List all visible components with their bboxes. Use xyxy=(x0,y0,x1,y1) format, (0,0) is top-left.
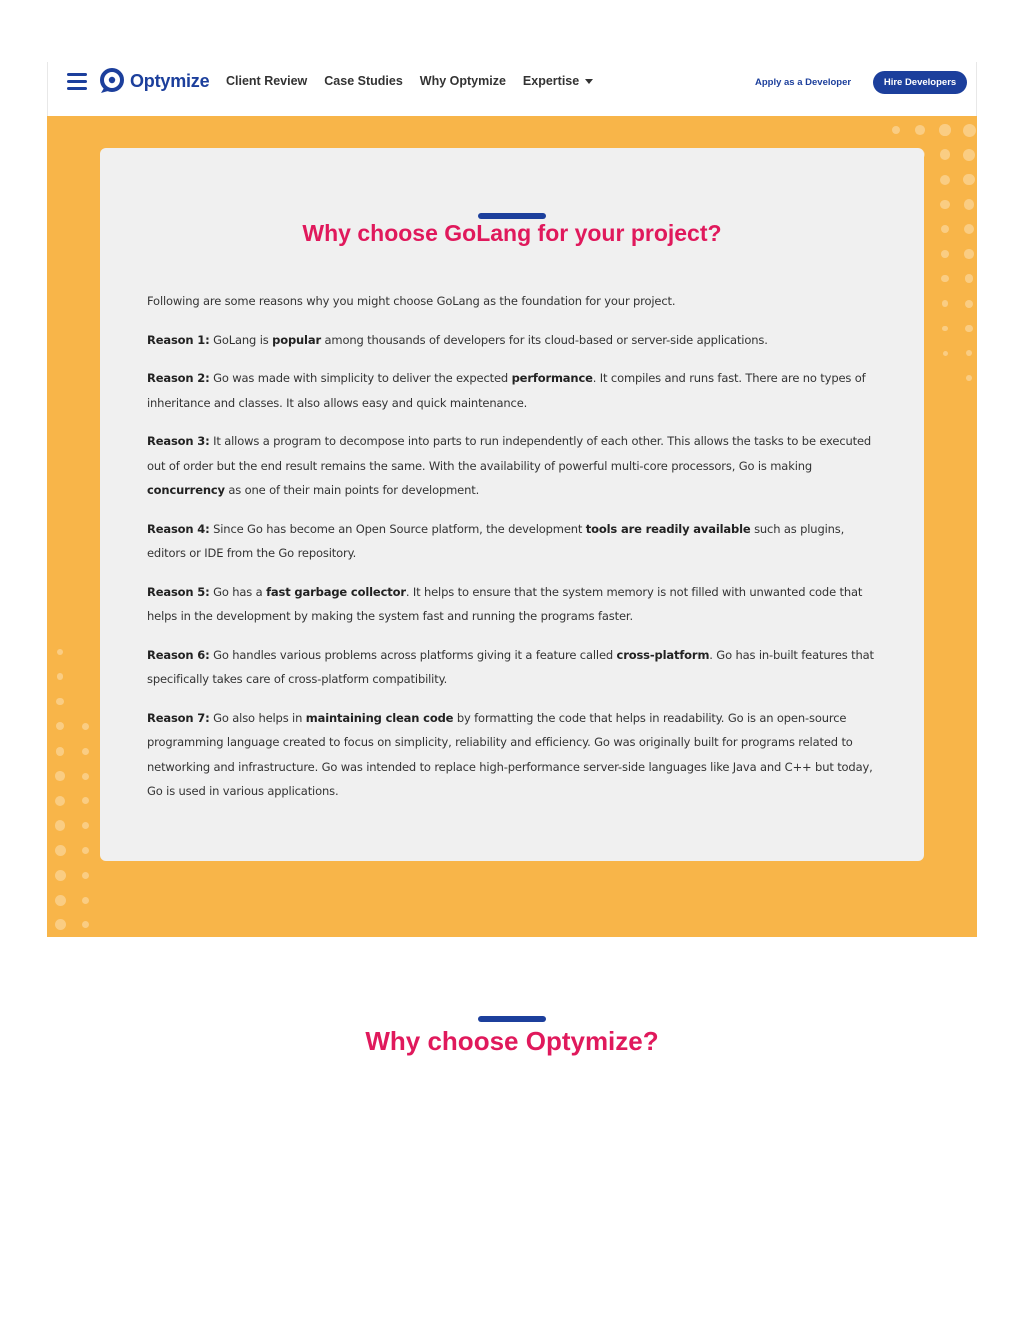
decorative-dot xyxy=(942,300,948,306)
decorative-dot xyxy=(939,124,950,135)
decorative-dot xyxy=(963,149,975,161)
decorative-dot xyxy=(55,845,66,856)
decorative-dot xyxy=(966,350,973,357)
decorative-dot xyxy=(82,723,89,730)
title-accent-bar xyxy=(478,213,546,219)
reason-highlight: maintaining clean code xyxy=(305,710,454,725)
logo[interactable] xyxy=(99,68,209,94)
decorative-dot xyxy=(964,249,973,258)
main-nav xyxy=(226,74,610,88)
decorative-dot xyxy=(940,200,949,209)
reason-item xyxy=(147,328,882,353)
reason-label: Reason 5: xyxy=(147,584,210,599)
decorative-dot xyxy=(940,175,950,185)
decorative-dot xyxy=(942,326,948,332)
reason-highlight: cross-platform xyxy=(616,647,710,662)
decorative-dot xyxy=(941,275,948,282)
decorative-dot xyxy=(82,872,89,879)
decorative-dot xyxy=(55,771,65,781)
nav-why-optymize[interactable]: Why Optymize xyxy=(419,74,506,88)
reason-label: Reason 7: xyxy=(147,710,210,725)
decorative-dot xyxy=(55,870,66,881)
decorative-dot xyxy=(82,847,89,854)
reason-item xyxy=(147,706,882,804)
reason-text: as one of their main points for development. xyxy=(224,483,480,497)
decorative-dot xyxy=(965,300,973,308)
decorative-dot xyxy=(941,225,950,234)
title-accent-bar-2 xyxy=(478,1016,546,1022)
reason-item xyxy=(147,517,882,566)
decorative-dot xyxy=(892,126,900,134)
decorative-dot xyxy=(915,125,925,135)
decorative-dot xyxy=(940,149,951,160)
nav-expertise-label: Expertise xyxy=(522,74,580,88)
reason-text: It allows a program to decompose into parts to run independently of each other. This allows the tasks to be executed out of order but the end result remains the same. With the availability of powerful multi-core processors, Go is making xyxy=(147,434,872,473)
reason-text: . Go has in-built features that specifically takes care of cross-platform compatibility. xyxy=(147,647,874,686)
decorative-dot xyxy=(55,919,66,930)
section-title: Why choose GoLang for your project? xyxy=(302,220,722,246)
decorative-dot xyxy=(964,199,975,210)
decorative-dot xyxy=(56,698,63,705)
nav-expertise[interactable] xyxy=(523,74,593,88)
reason-highlight: tools are readily available xyxy=(585,521,751,536)
decorative-dot xyxy=(82,921,89,928)
decorative-dot xyxy=(965,274,974,283)
decorative-dot xyxy=(941,250,949,258)
reasons-content xyxy=(147,289,882,818)
reason-highlight: popular xyxy=(272,332,321,347)
reason-item xyxy=(147,580,882,629)
reason-label: Reason 4: xyxy=(147,521,210,536)
decorative-dot xyxy=(56,747,65,756)
decorative-dot xyxy=(82,773,89,780)
reason-text: Go was made with simplicity to deliver the expected xyxy=(209,371,512,385)
reason-text: by formatting the code that helps in readability. Go is an open-source programming language created to focus on simplicity, reliability and efficiency. Go was originally built for programs related to networking and infrastructure. Go was intended to replace high-performance server-side languages like Java and C++ but today, Go is used in various applications. xyxy=(147,710,873,798)
reason-highlight: concurrency xyxy=(147,483,225,497)
reason-highlight: performance xyxy=(511,371,593,385)
reason-label: Reason 1: xyxy=(147,332,210,347)
reason-text: Go also helps in xyxy=(209,710,306,725)
brand-name: Optymize xyxy=(130,70,210,91)
reason-item xyxy=(147,429,882,503)
decorative-dot xyxy=(56,722,64,730)
intro-text: Following are some reasons why you might choose GoLang as the foundation for your project. xyxy=(147,294,676,308)
decorative-dot xyxy=(943,351,948,356)
reason-label: Reason 2: xyxy=(147,371,210,385)
decorative-dot xyxy=(55,895,66,906)
decorative-dot xyxy=(57,649,63,655)
hire-developers-button[interactable]: Hire Developers xyxy=(873,71,967,94)
reason-text: . It compiles and runs fast. There are no types of inheritance and classes. It also allows easy and quick maintenance. xyxy=(147,371,866,410)
reason-item xyxy=(147,643,882,692)
reason-label: Reason 3: xyxy=(147,434,210,448)
decorative-dot xyxy=(57,673,64,680)
nav-case-studies[interactable]: Case Studies xyxy=(324,74,403,88)
reason-item xyxy=(147,366,882,415)
reason-text: Go handles various problems across platforms giving it a feature called xyxy=(209,647,617,662)
reason-text: . It helps to ensure that the system memory is not filled with unwanted code that helps in the development by making the system fast and running the programs faster. xyxy=(147,584,863,623)
reason-label: Reason 6: xyxy=(147,647,210,662)
decorative-dot xyxy=(963,124,976,137)
hamburger-menu-icon[interactable] xyxy=(67,73,87,91)
decorative-dot xyxy=(55,796,65,806)
why-optymize-title: Why choose Optymize? xyxy=(365,1026,659,1056)
decorative-dot xyxy=(82,797,89,804)
decorative-dot xyxy=(82,748,89,755)
optymize-logo-icon xyxy=(99,68,125,94)
reasons-card xyxy=(100,148,924,861)
reason-text: GoLang is xyxy=(209,332,273,347)
apply-as-developer-link[interactable]: Apply as a Developer xyxy=(755,77,852,88)
reason-text: among thousands of developers for its cloud-based or server-side applications. xyxy=(321,332,768,347)
reason-text: Go has a xyxy=(209,584,267,599)
decorative-dot xyxy=(965,325,972,332)
decorative-dot xyxy=(82,897,89,904)
decorative-dot xyxy=(963,174,975,186)
decorative-dot xyxy=(964,224,974,234)
reason-text: Since Go has become an Open Source platform, the development xyxy=(209,521,586,536)
decorative-dot xyxy=(55,820,66,831)
nav-client-review[interactable]: Client Review xyxy=(226,74,308,88)
reasons-list xyxy=(147,328,882,804)
chevron-down-icon xyxy=(585,79,593,84)
reason-text: such as plugins, editors or IDE from the Go repository. xyxy=(147,521,845,560)
reason-highlight: fast garbage collector xyxy=(266,584,406,599)
decorative-dot xyxy=(82,822,89,829)
site-header xyxy=(47,62,977,116)
decorative-dot xyxy=(966,375,972,381)
